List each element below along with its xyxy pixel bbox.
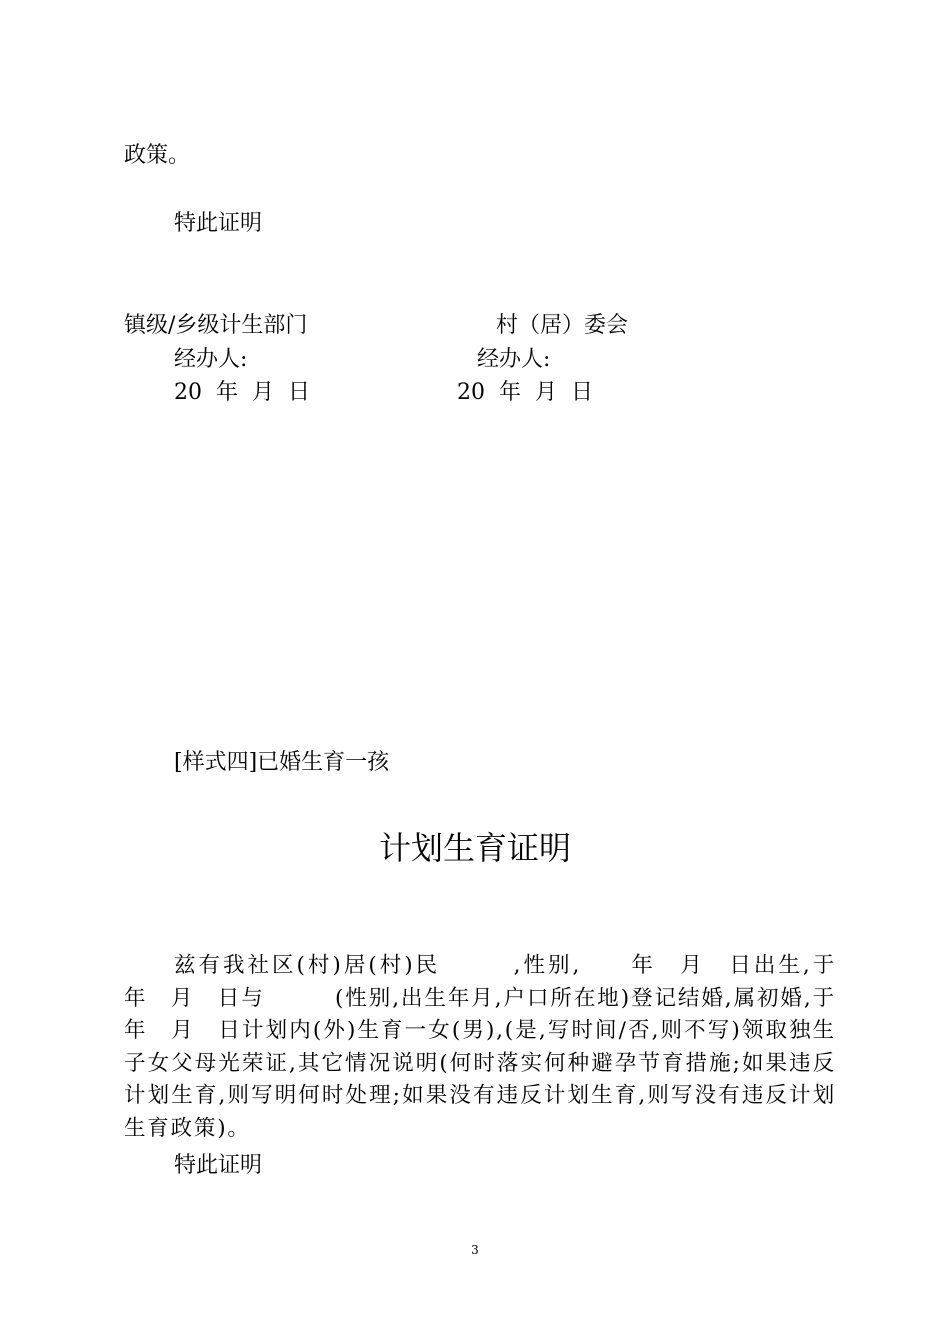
continuation-text: 政策。 bbox=[124, 143, 191, 168]
village-committee-label: 村（居）委会 bbox=[496, 313, 629, 338]
form-style-label: [样式四]已婚生育一孩 bbox=[174, 750, 390, 775]
page-number: 3 bbox=[471, 1243, 479, 1257]
certificate-body-paragraph: 兹有我社区(村)居(村)民 ,性别, 年 月 日出生,于 年 月 日与 (性别,出生年月,户口所在地)登记结婚,属初婚,于 年 月 日计划内(外)生育一女(男),(是,写时间/否,则不写)领取独生子女父母光荣证,其它情况说明(何时落实何种避孕节育措施;如果违反计划生育,则写明何时处理;如果没有违反计划生育,则写没有违反计划生育政策)。 bbox=[124, 953, 883, 1141]
form-title: 计划生育证明 bbox=[378, 829, 571, 867]
form-hereby-certify-text: 特此证明 bbox=[174, 1153, 263, 1178]
township-department-label: 镇级/乡级计生部门 bbox=[124, 313, 308, 338]
village-date-field: 20 年 月 日 bbox=[457, 380, 593, 405]
township-date-field: 20 年 月 日 bbox=[174, 380, 310, 405]
village-handler-label: 经办人: bbox=[477, 347, 551, 372]
township-handler-label: 经办人: bbox=[174, 347, 248, 372]
hereby-certify-text: 特此证明 bbox=[174, 211, 263, 236]
